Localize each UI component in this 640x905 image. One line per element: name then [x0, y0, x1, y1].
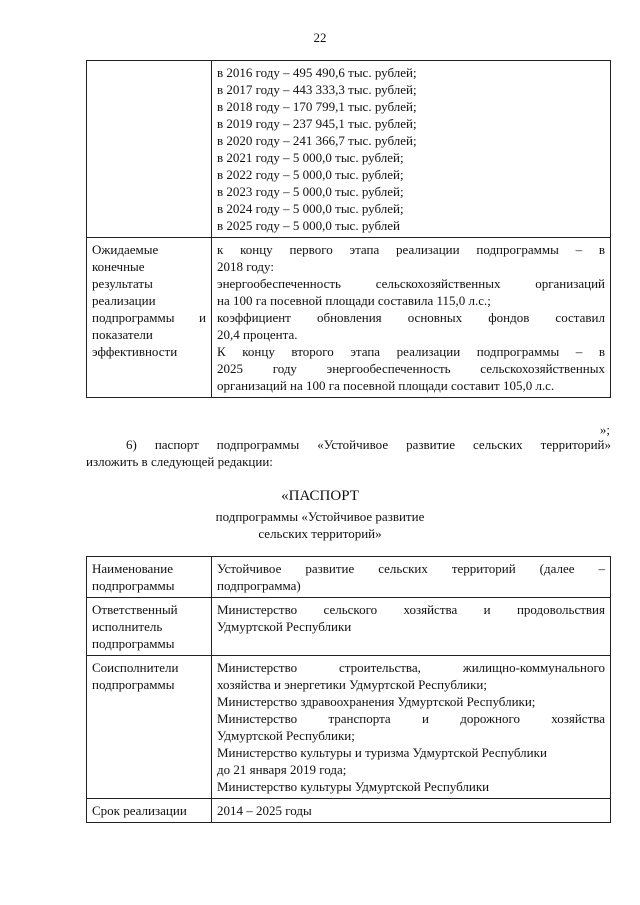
term-label-cell [87, 799, 212, 823]
executor-label-cell [87, 598, 212, 656]
results-label-line: результаты [92, 276, 153, 291]
name-row [87, 557, 611, 598]
co-executors-row [87, 656, 611, 799]
results-text-line: К концу второго этапа реализации подпрограммы – в [217, 344, 605, 359]
results-label-cell [87, 238, 212, 398]
results-text-line: 2025 году энергообеспеченность сельскохозяйственных [217, 361, 605, 376]
results-row [87, 238, 611, 398]
name-label-cell [87, 557, 212, 598]
co-executors-line: Министерство здравоохранения Удмуртской Республики; [217, 694, 536, 709]
passport-table [86, 556, 611, 823]
funding-line: в 2024 году – 5 000,0 тыс. рублей; [217, 201, 404, 216]
co-executors-line: Министерство культуры Удмуртской Республики [217, 779, 490, 794]
results-label-line: Ожидаемые [92, 242, 159, 257]
funding-line: в 2020 году – 241 366,7 тыс. рублей; [217, 133, 417, 148]
funding-label-cell [87, 61, 212, 238]
results-text-line: организаций на 100 га посевной площади составит 105,0 л.с. [217, 378, 555, 393]
executor-label-line: Ответственный [92, 602, 178, 617]
term-label-line: Срок реализации [92, 803, 187, 818]
funding-line: в 2022 году – 5 000,0 тыс. рублей; [217, 167, 404, 182]
funding-values-cell [212, 61, 611, 238]
intro-paragraph-continued: изложить в следующей редакции: [86, 454, 273, 469]
co-executors-line: Министерство культуры и туризма Удмуртской Республики [217, 745, 547, 760]
results-text-line: на 100 га посевной площади составила 115,0 л.с.; [217, 293, 491, 308]
executor-value-line: Удмуртской Республики [217, 619, 352, 634]
funding-line: в 2018 году – 170 799,1 тыс. рублей; [217, 99, 417, 114]
results-label-line: показатели [92, 327, 153, 342]
executor-row [87, 598, 611, 656]
intro-paragraph: 6) паспорт подпрограммы «Устойчивое развитие сельских территорий» [126, 437, 611, 452]
name-value-cell [212, 557, 611, 598]
name-value-line: подпрограмма) [217, 578, 301, 593]
results-label-line: эффективности [92, 344, 178, 359]
co-executors-label-line: подпрограммы [92, 677, 175, 692]
results-text-line: к концу первого этапа реализации подпрограммы – в [217, 242, 605, 257]
co-executors-value-cell [212, 656, 611, 799]
results-text-cell [212, 238, 611, 398]
executor-label-line: подпрограммы [92, 636, 175, 651]
passport-subtitle: подпрограммы «Устойчивое развитие [215, 509, 425, 524]
financing-table [86, 60, 611, 398]
term-value-line: 2014 – 2025 годы [217, 803, 312, 818]
co-executors-line: Министерство транспорта и дорожного хозяйства [217, 711, 605, 726]
results-text-line: коэффициент обновления основных фондов составил [217, 310, 605, 325]
name-label-line: подпрограммы [92, 578, 175, 593]
name-label-line: Наименование [92, 561, 173, 576]
funding-line: в 2017 году – 443 333,3 тыс. рублей; [217, 82, 417, 97]
passport-subtitle: сельских территорий» [258, 526, 382, 541]
term-value-cell [212, 799, 611, 823]
name-value-line: Устойчивое развитие сельских территорий (далее – [217, 561, 605, 576]
co-executors-label-line: Соисполнители [92, 660, 179, 675]
passport-title: «ПАСПОРТ [281, 488, 359, 504]
funding-line: в 2021 году – 5 000,0 тыс. рублей; [217, 150, 404, 165]
funding-line: в 2016 году – 495 490,6 тыс. рублей; [217, 65, 417, 80]
results-text-line: 2018 году: [217, 259, 274, 274]
funding-line: в 2019 году – 237 945,1 тыс. рублей; [217, 116, 417, 131]
results-label-line: реализации [92, 293, 156, 308]
results-label-line: конечные [92, 259, 145, 274]
co-executors-line: до 21 января 2019 года; [217, 762, 347, 777]
term-row [87, 799, 611, 823]
executor-value-cell [212, 598, 611, 656]
funding-row [87, 61, 611, 238]
funding-line: в 2025 году – 5 000,0 тыс. рублей [217, 218, 400, 233]
results-label-line: подпрограммы и [92, 310, 206, 325]
co-executors-line: Министерство строительства, жилищно-коммунального [217, 660, 605, 675]
funding-line: в 2023 году – 5 000,0 тыс. рублей; [217, 184, 404, 199]
results-text-line: 20,4 процента. [217, 327, 298, 342]
executor-value-line: Министерство сельского хозяйства и продовольствия [217, 602, 605, 617]
page-number: 22 [313, 30, 327, 45]
closing-quote: »; [599, 422, 610, 437]
executor-label-line: исполнитель [92, 619, 163, 634]
co-executors-label-cell [87, 656, 212, 799]
co-executors-line: хозяйства и энергетики Удмуртской Республики; [217, 677, 487, 692]
results-text-line: энергообеспеченность сельскохозяйственных организаций [217, 276, 605, 291]
co-executors-line: Удмуртской Республики; [217, 728, 355, 743]
